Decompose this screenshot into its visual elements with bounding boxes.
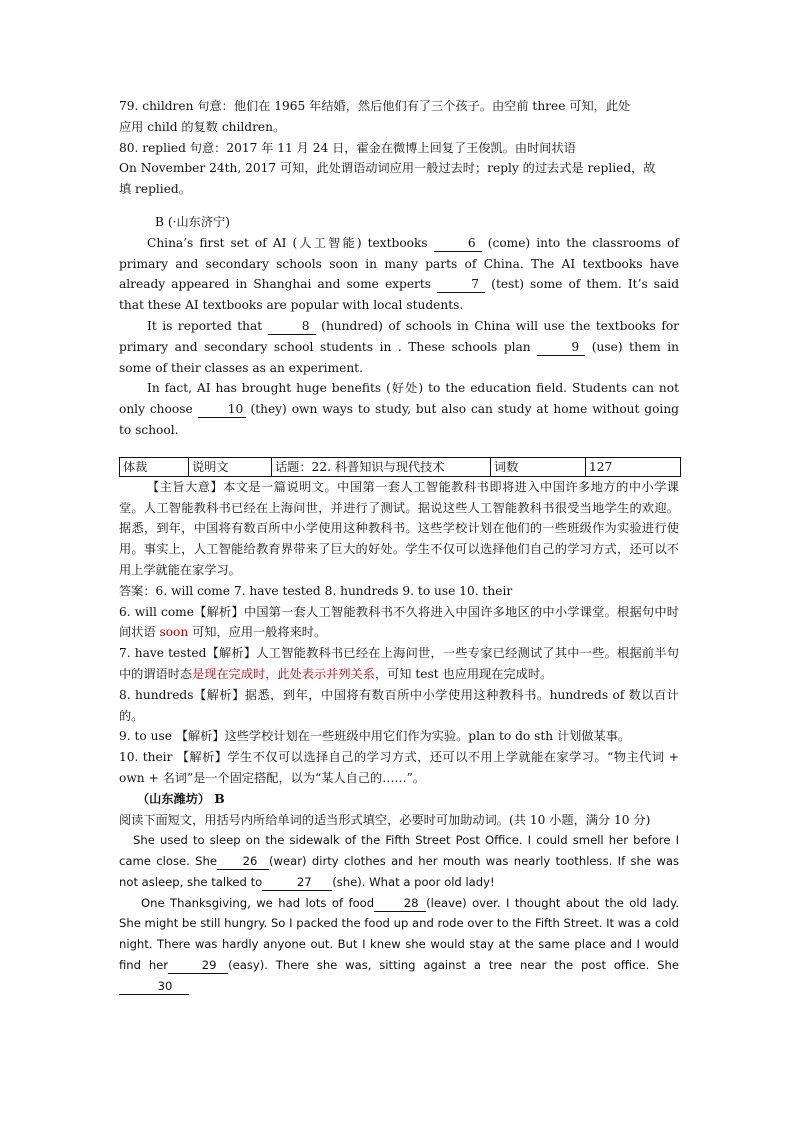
passage-paragraph-3: In fact, AI has brought huge benefits (好处) to the education field. Students can not only choose 10 (they) own ways to study, but also can study at home without going to school. [119,381,679,437]
blank-6: 6 [434,235,482,252]
analysis-8: 8. hundreds【解析】据悉，到年，中国将有数百所中小学使用这种教科书。hundreds of 数以百计的。 [119,687,679,723]
table-cell-wordcount: 127 [586,457,681,476]
passage-info-table [119,457,681,477]
section-next-heading: （山东潍坊） B [137,791,225,806]
section-b-heading: B (·山东济宁) [155,214,230,229]
answer-80: 80. replied 句意：2017 年 11 月 24 日，霍金在微博上回复了王俊凯。由时间状语 On November 24th, 2017 可知，此处谓语动词应用一般过去时；reply 的过去式是 replied，故 填 replied。 [119,140,656,197]
analysis-7: 7. have tested【解析】人工智能教科书已经在上海问世，一些专家已经测试了其中一些。根据前半句中的谓语时态是现在完成时，此处表示并列关系，可知 test 也应用现在完成时。 [119,646,679,681]
answer-79: 79. children 句意：他们在 1965 年结婚，然后他们有了三个孩子。由空前 three 可知，此处 应用 child 的复数 children。 [119,99,631,134]
answer-key: 答案：6. will come 7. have tested 8. hundreds 9. to use 10. their [119,583,513,598]
blank-10: 10 [198,401,246,418]
main-idea: 【主旨大意】本文是一篇说明文。中国第一套人工智能教科书即将进入中国许多地方的中小学课堂。人工智能教科书已经在上海问世，并进行了测试。据说这些人工智能教科书很受当地学生的欢迎。据悉，到年，中国将有数百所中小学使用这种教科书。这些学校计划在他们的一些班级作为实验进行使用。事实上，人工智能给教育界带来了巨大的好处。学生不仅可以选择他们自己的学习方式，还可以不用上学就能在家学习。 [119,479,679,577]
document-page [119,96,679,997]
analysis-9: 9. to use 【解析】这些学校计划在一些班级中用它们作为实验。plan to do sth 计划做某事。 [119,729,631,744]
analysis-6: 6. will come【解析】中国第一套人工智能教科书不久将进入中国许多地区的中小学课堂。根据句中时间状语 soon 可知，应用一般将来时。 [119,604,679,640]
passage-paragraph-2: It is reported that 8 (hundred) of schools in China will use the textbooks for primary and secondary school students in . These schools plan 9 (use) them in some of their classes as an experiment. [119,318,679,375]
table-cell-genre: 说明文 [189,457,272,476]
blank-28: 28 [374,895,426,912]
blank-30: 30 [119,978,189,995]
blank-29: 29 [168,957,228,974]
blank-26: 26 [217,853,269,870]
blank-8: 8 [268,318,316,335]
blank-9: 9 [537,339,585,356]
table-cell-wordcount-label: 词数 [491,457,586,476]
analysis-10: 10. their 【解析】学生不仅可以选择自己的学习方式，还可以不用上学就能在家学习。“物主代词 + own + 名词”是一个固定搭配，以为“某人自己的……”。 [119,750,679,785]
table-cell-genre-label: 体裁 [120,457,189,476]
passage2-paragraph-1: She used to sleep on the sidewalk of the Fifth Street Post Office. I could smell her before I came close. She 26 (wear) dirty clothes and her mouth was nearly toothless. If she was not asleep, she talked to 27 (she). What a poor old lady! [119,833,679,889]
blank-27: 27 [262,874,332,891]
passage2-paragraph-2: One Thanksgiving, we had lots of food 28 (leave) over. I thought about the old lady. She might be still hungry. So I packed the food up and rode over to the Fifth Street. It was a cold night. There was hardly anyone out. But I knew she would stay at the same place and I would find her 29 (easy). There she was, sitting against a tree near the post office. She 30 [119,895,679,993]
blank-7: 7 [437,276,485,293]
passage-paragraph-1: China’s first set of AI (人工智能) textbooks 6 (come) into the classrooms of primary and secondary schools soon in many parts of China. The AI textbooks have already appeared in Shanghai and some experts 7 (test) some of them. It’s said that these AI textbooks are popular with local students. [119,235,679,313]
instructions: 阅读下面短文，用括号内所给单词的适当形式填空，必要时可加助动词。(共 10 小题，满分 10 分) [119,812,651,827]
table-cell-topic: 话题：22. 科普知识与现代技术 [272,457,491,476]
